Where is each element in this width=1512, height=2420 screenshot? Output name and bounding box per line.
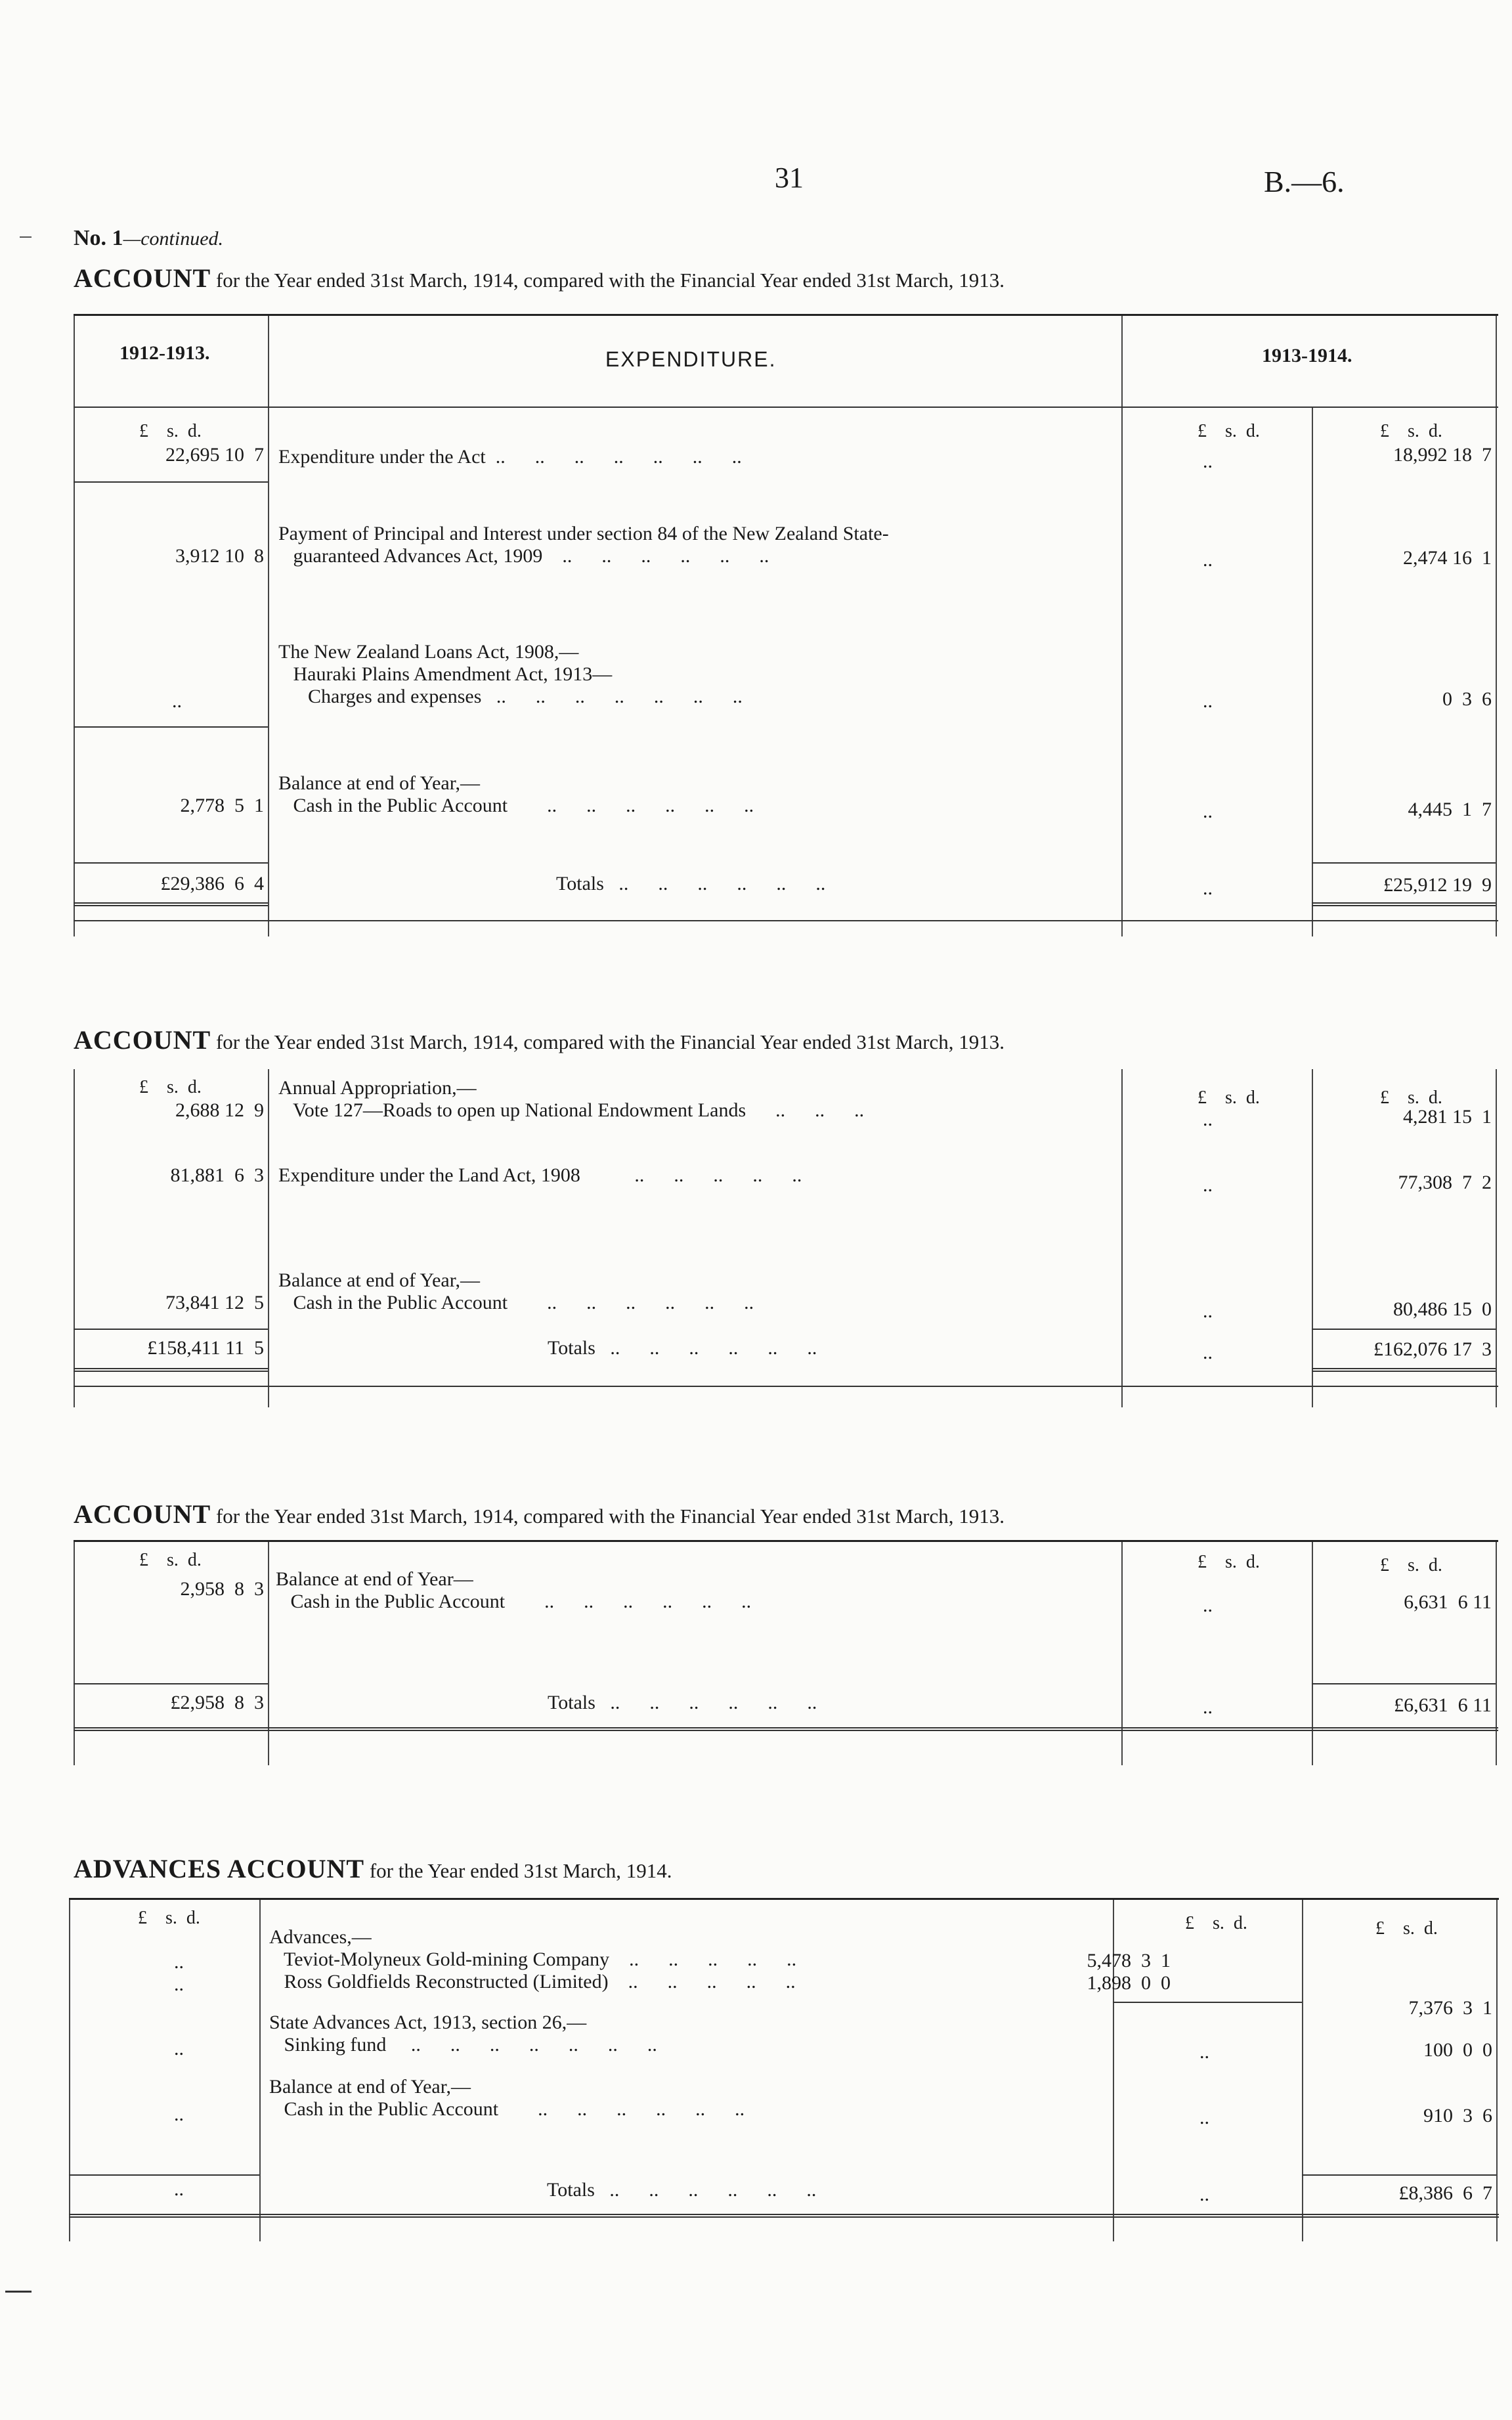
advances-heading: Advances,— (269, 1926, 372, 1948)
advances-total-amount: 7,376 3 1 (1408, 1997, 1492, 2019)
continued-label: No. 1 (74, 226, 123, 250)
lsd-header: £ s. d. (138, 1908, 200, 1928)
totals-prev-amount: .. (174, 2178, 184, 2200)
continued-suffix: —continued. (123, 228, 224, 250)
totals-curr-amount: £6,631 6 11 (1394, 1694, 1492, 1716)
account-2-title-word: ACCOUNT (74, 1025, 211, 1055)
row-description: The New Zealand Loans Act, 1908,— (278, 641, 579, 663)
totals-sub-amount: .. (1203, 877, 1213, 899)
row-sub-amount: .. (1203, 1300, 1213, 1322)
advance-sub-amount: 1,898 0 0 (1087, 1972, 1171, 1994)
totals-curr-amount: £25,912 19 9 (1383, 874, 1492, 896)
row-prev-amount: 73,841 12 5 (165, 1292, 264, 1313)
row-sub-amount: .. (1203, 690, 1213, 712)
totals-curr-amount: £8,386 6 7 (1398, 2182, 1492, 2204)
row-total-amount: 6,631 6 11 (1404, 1591, 1492, 1613)
account-1-title-rest: for the Year ended 31st March, 1914, compared with the Financial Year ended 31st March, 1913. (215, 269, 1004, 292)
row-description: Balance at end of Year,— (278, 772, 481, 794)
account-3-title (74, 1499, 1004, 1529)
row-description: guaranteed Advances Act, 1909 .. .. .. .. .. .. (278, 545, 769, 567)
col-header-expenditure: EXPENDITURE. (605, 347, 777, 371)
lsd-header: £ s. d. (1198, 421, 1260, 441)
row-sub-amount: .. (1199, 2041, 1209, 2063)
row-prev-amount: 3,912 10 8 (175, 545, 264, 567)
totals-curr-amount: £162,076 17 3 (1373, 1338, 1492, 1360)
totals-label: Totals .. .. .. .. .. .. (548, 1692, 817, 1713)
row-prev-amount: 22,695 10 7 (165, 444, 264, 466)
lsd-header: £ s. d. (1198, 1552, 1260, 1572)
account-4-title-rest: for the Year ended 31st March, 1914. (369, 1859, 672, 1882)
row-prev-amount: 2,958 8 3 (180, 1578, 264, 1600)
totals-prev-amount: £158,411 11 5 (147, 1337, 264, 1359)
advance-label: Ross Goldfields Reconstructed (Limited) .. .. .. .. .. (269, 1971, 796, 1992)
lsd-header: £ s. d. (139, 1550, 202, 1570)
row-sub-amount: .. (1203, 1595, 1213, 1616)
row-description: Balance at end of Year,— (269, 2076, 471, 2098)
row-description: State Advances Act, 1913, section 26,— (269, 2012, 587, 2033)
account-3-title-word: ACCOUNT (74, 1499, 211, 1529)
account-1-title (74, 263, 1004, 294)
totals-sub-amount: .. (1203, 1342, 1213, 1363)
row-description: Annual Appropriation,— (278, 1077, 477, 1099)
row-sub-amount: .. (1203, 1174, 1213, 1196)
lsd-header: £ s. d. (1380, 1555, 1442, 1575)
row-prev-amount: .. (174, 2103, 184, 2125)
row-description: Payment of Principal and Interest under section 84 of the New Zealand State- (278, 523, 889, 544)
lsd-header: £ s. d. (1185, 1913, 1247, 1933)
totals-sub-amount: .. (1199, 2184, 1209, 2205)
row-description: Balance at end of Year— (276, 1568, 473, 1590)
totals-label: Totals .. .. .. .. .. .. (547, 2179, 817, 2201)
lsd-header: £ s. d. (139, 1077, 202, 1097)
row-prev-amount: 81,881 6 3 (170, 1164, 264, 1186)
account-4-title-word: ADVANCES ACCOUNT (74, 1854, 365, 1883)
continued-heading (74, 226, 223, 251)
account-1-title-word: ACCOUNT (74, 263, 211, 293)
col-header-curr-year: 1913-1914. (1262, 345, 1352, 366)
row-sub-amount: .. (1203, 451, 1213, 472)
row-sub-amount: .. (1203, 549, 1213, 571)
page-number: 31 (775, 162, 804, 194)
lsd-header: £ s. d. (1380, 1088, 1442, 1108)
row-total-amount: 0 3 6 (1442, 688, 1492, 710)
row-total-amount: 910 3 6 (1423, 2105, 1492, 2126)
row-description: Hauraki Plains Amendment Act, 1913— (278, 663, 613, 685)
account-2-title-rest: for the Year ended 31st March, 1914, compared with the Financial Year ended 31st March, 1913. (215, 1030, 1004, 1053)
totals-label: Totals .. .. .. .. .. .. (556, 873, 826, 894)
row-description: Expenditure under the Land Act, 1908 .. .. .. .. .. (278, 1164, 802, 1186)
col-header-prev-year: 1912-1913. (119, 342, 210, 364)
lsd-header: £ s. d. (1198, 1088, 1260, 1108)
row-description: Cash in the Public Account .. .. .. .. .. .. (278, 1292, 754, 1313)
totals-prev-amount: £29,386 6 4 (160, 873, 264, 894)
totals-label: Totals .. .. .. .. .. .. (548, 1337, 817, 1359)
account-2-table (74, 1069, 1498, 1407)
row-description: Vote 127—Roads to open up National Endowment Lands .. .. .. (278, 1099, 865, 1121)
totals-prev-amount: £2,958 8 3 (170, 1692, 264, 1713)
row-total-amount: 4,445 1 7 (1408, 799, 1492, 820)
account-2-title (74, 1024, 1004, 1055)
account-4-table (69, 1898, 1499, 2241)
row-description: Cash in the Public Account .. .. .. .. .. .. (278, 795, 754, 816)
account-3-title-rest: for the Year ended 31st March, 1914, compared with the Financial Year ended 31st March, 1913. (215, 1505, 1004, 1528)
advance-sub-amount: 5,478 3 1 (1087, 1950, 1171, 1971)
margin-mark (20, 236, 32, 238)
row-total-amount: 80,486 15 0 (1393, 1298, 1492, 1320)
account-1-table (74, 314, 1498, 936)
row-description: Sinking fund .. .. .. .. .. .. .. (269, 2034, 657, 2056)
row-prev-amount: 2,688 12 9 (175, 1099, 264, 1121)
row-total-amount: 100 0 0 (1423, 2039, 1492, 2061)
row-sub-amount: .. (1199, 2107, 1209, 2128)
row-sub-amount: .. (1203, 801, 1213, 822)
row-prev-amount: .. (172, 690, 182, 712)
document-reference: B.—6. (1264, 165, 1345, 198)
row-total-amount: 2,474 16 1 (1403, 547, 1492, 569)
row-prev-amount: .. (174, 1951, 184, 1973)
row-total-amount: 77,308 7 2 (1398, 1172, 1492, 1193)
row-total-amount: 4,281 15 1 (1403, 1106, 1492, 1128)
row-sub-amount: .. (1203, 1109, 1213, 1130)
row-description: Cash in the Public Account .. .. .. .. .. .. (276, 1591, 752, 1612)
lsd-header: £ s. d. (139, 421, 202, 441)
row-prev-amount: .. (174, 2038, 184, 2059)
account-3-table (74, 1540, 1498, 1765)
row-description: Expenditure under the Act .. .. .. .. .. .. .. (278, 446, 742, 468)
row-description: Balance at end of Year,— (278, 1269, 481, 1291)
lsd-header: £ s. d. (1380, 421, 1442, 441)
row-description: Charges and expenses .. .. .. .. .. .. .. (278, 686, 743, 707)
row-total-amount: 18,992 18 7 (1393, 444, 1492, 466)
account-4-title (74, 1853, 672, 1884)
totals-sub-amount: .. (1203, 1696, 1213, 1718)
row-description: Cash in the Public Account .. .. .. .. .. .. (269, 2098, 745, 2120)
margin-mark (5, 2291, 32, 2293)
lsd-header: £ s. d. (1375, 1918, 1438, 1939)
advance-label: Teviot-Molyneux Gold-mining Company .. .. .. .. .. (269, 1948, 797, 1970)
row-prev-amount: .. (174, 1973, 184, 1995)
row-prev-amount: 2,778 5 1 (180, 795, 264, 816)
